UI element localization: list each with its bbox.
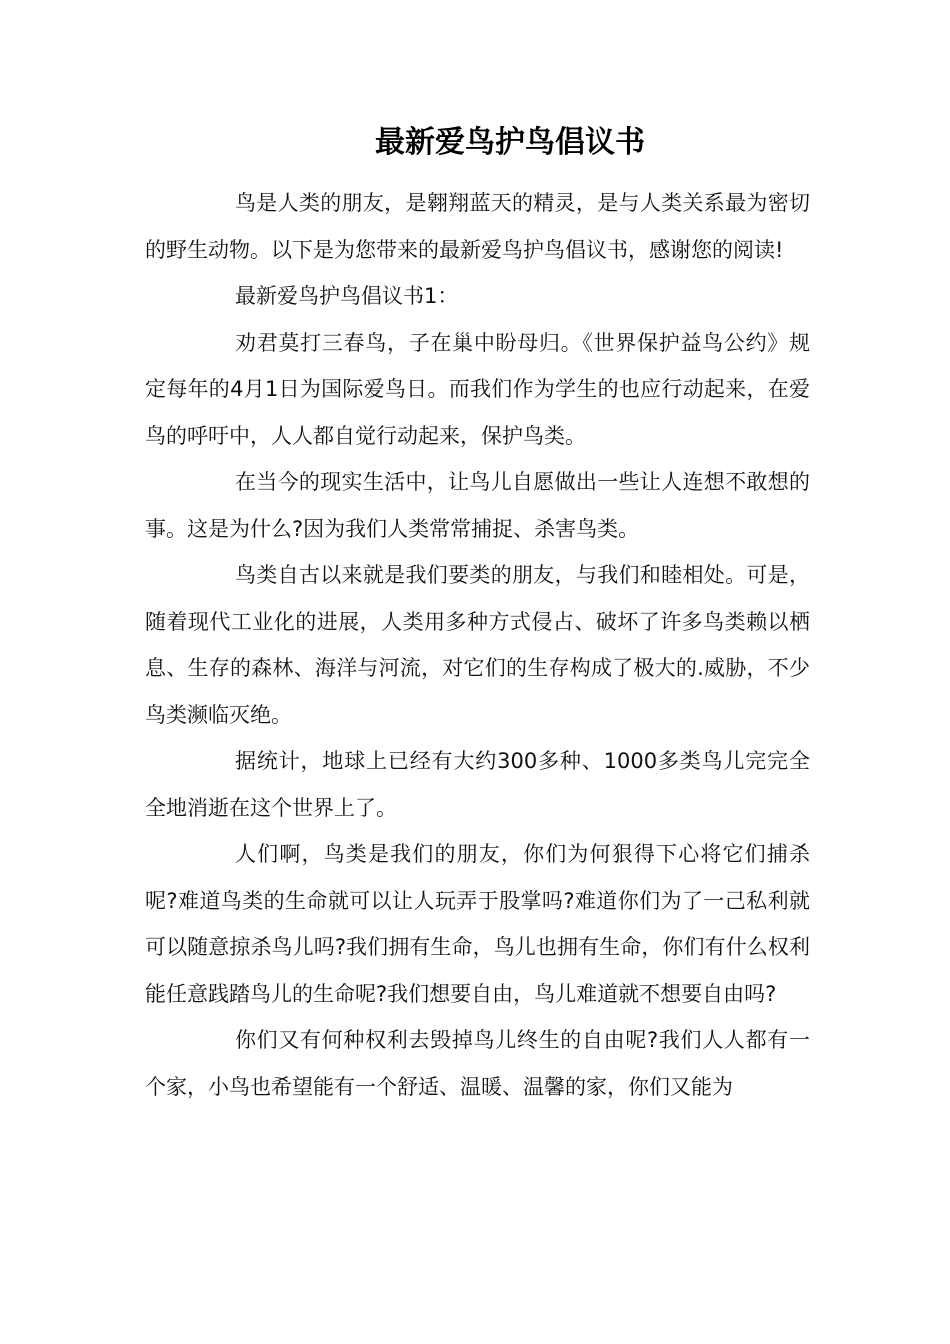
paragraph-4: 据统计，地球上已经有大约300多种、1000多类鸟儿完完全全地消逝在这个世界上了。 [145, 749, 810, 820]
paragraph-1: 劝君莫打三春鸟，子在巢中盼母归。《世界保护益鸟公约》规定每年的4月1日为国际爱鸟日。而我们作为学生的也应行动起来，在爱鸟的呼吁中，人人都自觉行动起来，保护鸟类。 [145, 330, 810, 448]
document-body [145, 180, 810, 1110]
document-title: 最新爱鸟护鸟倡议书 [375, 125, 645, 160]
paragraph-3: 鸟类自古以来就是我们要类的朋友，与我们和睦相处。可是，随着现代工业化的进展，人类用多种方式侵占、破坏了许多鸟类赖以栖息、生存的森林、海洋与河流，对它们的生存构成了极大的.威胁，不少鸟类濒临灭绝。 [145, 563, 810, 727]
paragraph-5: 人们啊，鸟类是我们的朋友，你们为何狠得下心将它们捕杀呢?难道鸟类的生命就可以让人玩弄于股掌吗?难道你们为了一己私利就可以随意掠杀鸟儿吗?我们拥有生命，鸟儿也拥有生命，你们有什么权利能任意践踏鸟儿的生命呢?我们想要自由，鸟儿难道就不想要自由吗? [145, 842, 810, 1006]
paragraph-subheading: 最新爱鸟护鸟倡议书1： [235, 284, 459, 308]
paragraph-intro: 鸟是人类的朋友，是翱翔蓝天的精灵，是与人类关系最为密切的野生动物。以下是为您带来的最新爱鸟护鸟倡议书，感谢您的阅读! [145, 191, 810, 262]
paragraph-2: 在当今的现实生活中，让鸟儿自愿做出一些让人连想不敢想的事。这是为什么?因为我们人类常常捕捉、杀害鸟类。 [145, 470, 810, 541]
paragraph-6: 你们又有何种权利去毁掉鸟儿终生的自由呢?我们人人都有一个家，小鸟也希望能有一个舒适、温暖、温馨的家，你们又能为 [145, 1028, 810, 1099]
